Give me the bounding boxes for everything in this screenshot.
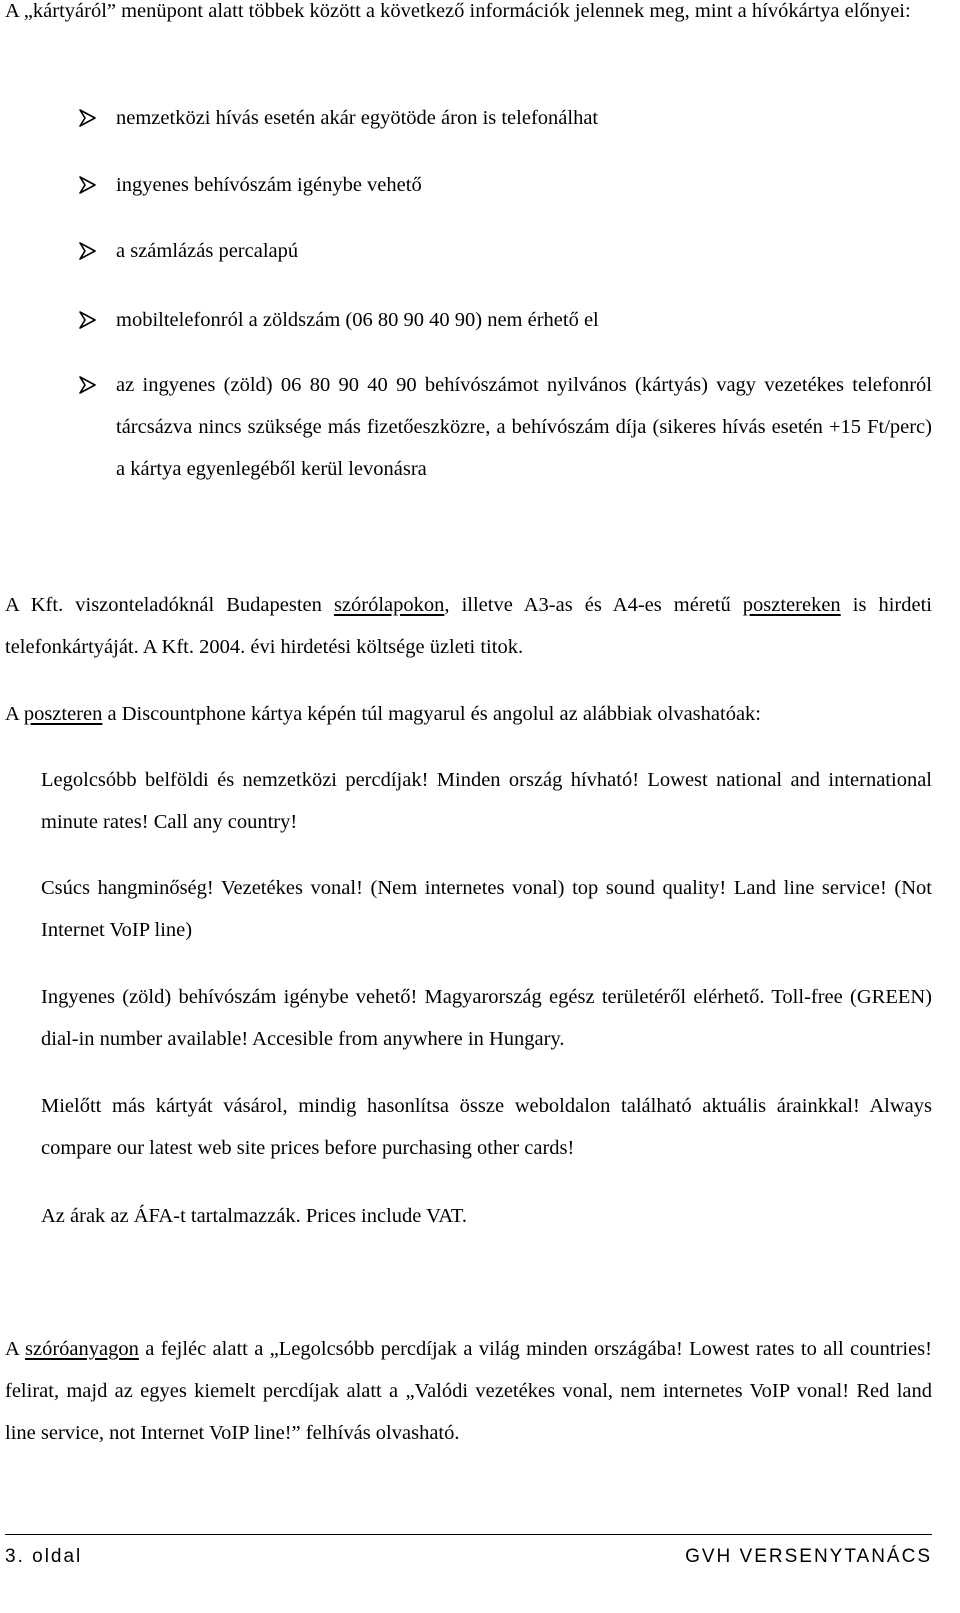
- kft-paragraph: A Kft. viszonteladóknál Budapesten szórólapokon, illetve A3-as és A4-es méretű posztereken is hirdeti telefonkártyáját. A Kft. 2004. évi hirdetési költsége üzleti titok.: [5, 594, 932, 658]
- poster-quote: Az árak az ÁFA-t tartalmazzák. Prices include VAT.: [41, 1205, 467, 1227]
- arrow-bullet-icon: [78, 175, 98, 195]
- list-item-text: ingyenes behívószám igénybe vehető: [116, 174, 422, 196]
- poster-quote: Ingyenes (zöld) behívószám igénybe vehető! Magyarország egész területéről elérhető. Toll-free (GREEN) dial-in number available! Accesible from anywhere in Hungary.: [41, 986, 932, 1050]
- list-item-text: a számlázás percalapú: [116, 240, 299, 262]
- page-number: 3. oldal: [5, 1546, 83, 1567]
- poster-quote: Mielőtt más kártyát vásárol, mindig hasonlítsa össze weboldalon található aktuális árainkkal! Always compare our latest web site prices before purchasing other cards!: [41, 1095, 932, 1159]
- poster-link: poszteren: [23, 703, 103, 725]
- arrow-bullet-icon: [78, 241, 98, 261]
- list-item-text: nemzetközi hívás esetén akár egyötöde áron is telefonálhat: [116, 107, 599, 129]
- list-item-text: mobiltelefonról a zöldszám (06 80 90 40 90) nem érhető el: [116, 309, 599, 331]
- footer-organization: GVH VERSENYTANÁCS: [685, 1546, 932, 1567]
- arrow-bullet-icon: [78, 375, 98, 395]
- poster-quote: Legolcsóbb belföldi és nemzetközi percdíjak! Minden ország hívható! Lowest national and international minute rates! Call any country!: [41, 769, 932, 833]
- poster-paragraph: A poszteren a Discountphone kártya képén túl magyarul és angolul az alábbiak olvashatóak:: [5, 703, 761, 725]
- list-item-text: az ingyenes (zöld) 06 80 90 40 90 behívószámot nyilvános (kártyás) vagy vezetékes telefonról tárcsázva nincs szüksége más fizetőeszközre, a behívószám díja (sikeres hívás esetén +15 Ft/perc) a kártya egyenlegéből kerül levonásra: [116, 374, 932, 480]
- arrow-bullet-icon: [78, 108, 98, 128]
- intro-paragraph: A „kártyáról” menüpont alatt többek között a következő információk jelennek meg, mint a hívókártya előnyei:: [5, 0, 911, 22]
- flyers-link: szórólapokon: [333, 594, 445, 616]
- arrow-bullet-icon: [78, 310, 98, 330]
- footer-divider: [5, 1534, 932, 1535]
- flyer-paragraph: A szóróanyagon a fejléc alatt a „Legolcsóbb percdíjak a világ minden országába! Lowest rates to all countries! felirat, majd az egyes kiemelt percdíjak alatt a „Valódi vezetékes vonal, nem internetes VoIP vonal! Red land line service, not Internet VoIP line!” felhívás olvasható.: [5, 1338, 932, 1444]
- page-footer: [5, 1546, 932, 1568]
- poster-quote: Csúcs hangminőség! Vezetékes vonal! (Nem internetes vonal) top sound quality! Land line service! (Not Internet VoIP line): [41, 877, 932, 941]
- flyer-link: szóróanyagon: [25, 1338, 139, 1360]
- posters-link: posztereken: [742, 594, 841, 616]
